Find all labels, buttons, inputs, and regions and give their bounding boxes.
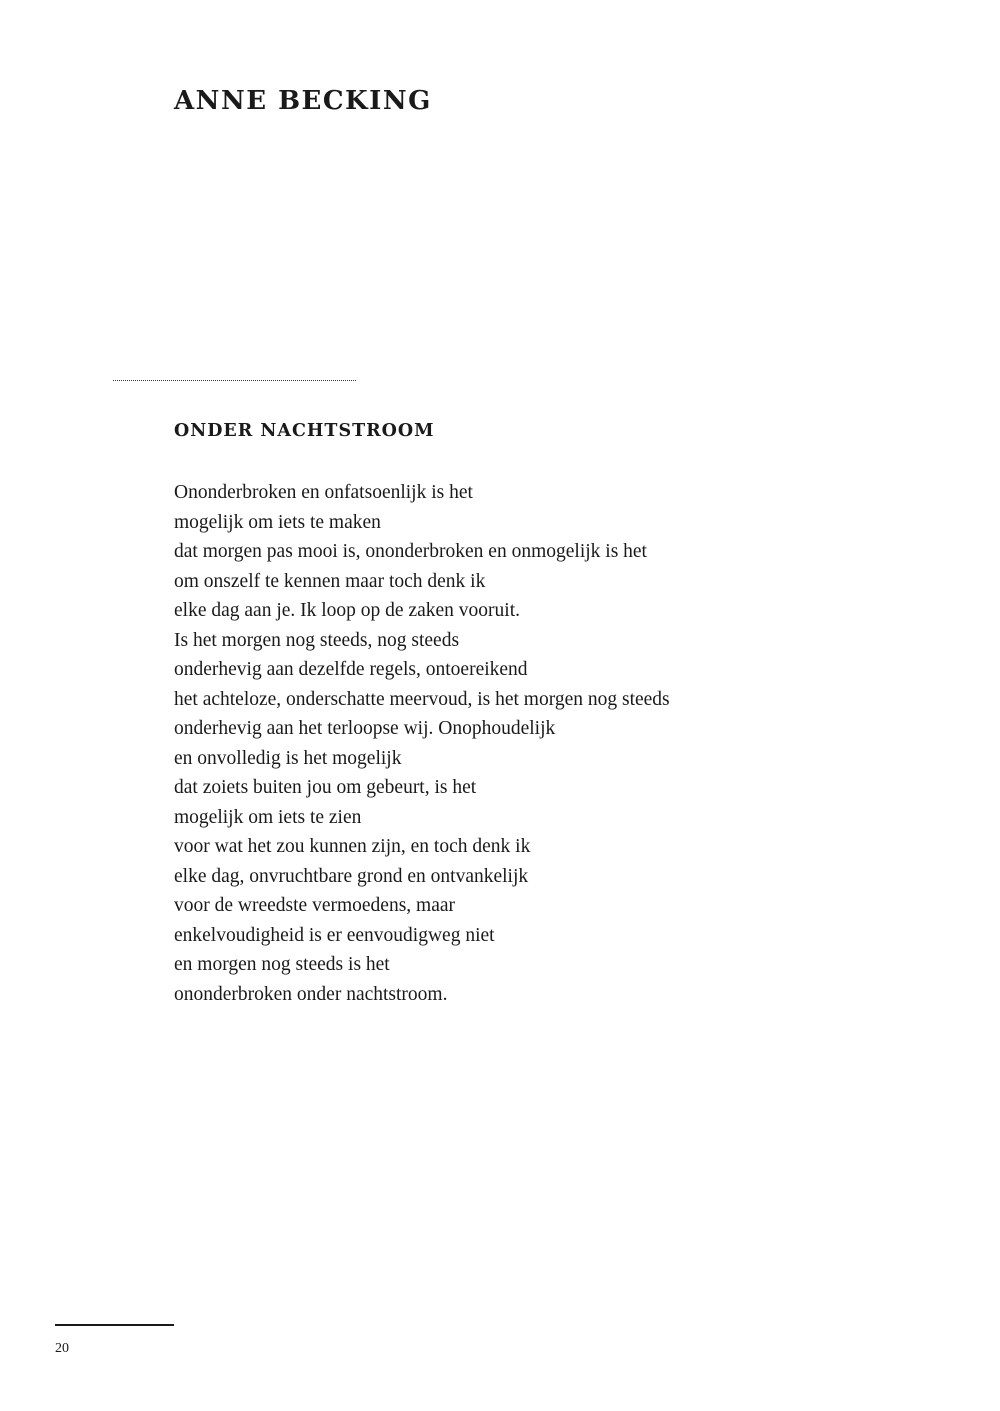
poem-line: voor de wreedste vermoedens, maar [174, 895, 456, 916]
poem-line: dat zoiets buiten jou om gebeurt, is het [174, 777, 477, 798]
poem-line: en onvolledig is het mogelijk [174, 747, 402, 769]
poem-body [174, 478, 670, 1009]
author-name: ANNE BECKING [174, 86, 432, 116]
poem-line: voor wat het zou kunnen zijn, en toch denk ik [174, 836, 531, 857]
poem-line: om onszelf te kennen maar toch denk ik [174, 570, 486, 592]
poem-line: en morgen nog steeds is het [174, 954, 390, 975]
poem-title: ONDER NACHTSTROOM [174, 421, 435, 441]
dotted-divider [113, 380, 356, 381]
poem-line: het achteloze, onderschatte meervoud, is het morgen nog steeds [174, 688, 670, 710]
poem-line: dat morgen pas mooi is, ononderbroken en onmogelijk is het [174, 541, 647, 562]
poem-line: onderhevig aan dezelfde regels, ontoereikend [174, 659, 528, 680]
footer-rule [55, 1324, 174, 1326]
poem-line: enkelvoudigheid is er eenvoudigweg niet [174, 924, 495, 946]
page-number: 20 [55, 1341, 69, 1356]
poem-line: mogelijk om iets te zien [174, 806, 362, 828]
poem-line: Is het morgen nog steeds, nog steeds [174, 629, 460, 651]
poem-line: mogelijk om iets te maken [174, 511, 381, 533]
poem-line: Ononderbroken en onfatsoenlijk is het [174, 482, 473, 503]
poem-line: elke dag, onvruchtbare grond en ontvankelijk [174, 865, 529, 887]
poem-line: ononderbroken onder nachtstroom. [174, 983, 448, 1005]
poem-line: onderhevig aan het terloopse wij. Onophoudelijk [174, 718, 556, 739]
poem-line: elke dag aan je. Ik loop op de zaken vooruit. [174, 600, 521, 621]
